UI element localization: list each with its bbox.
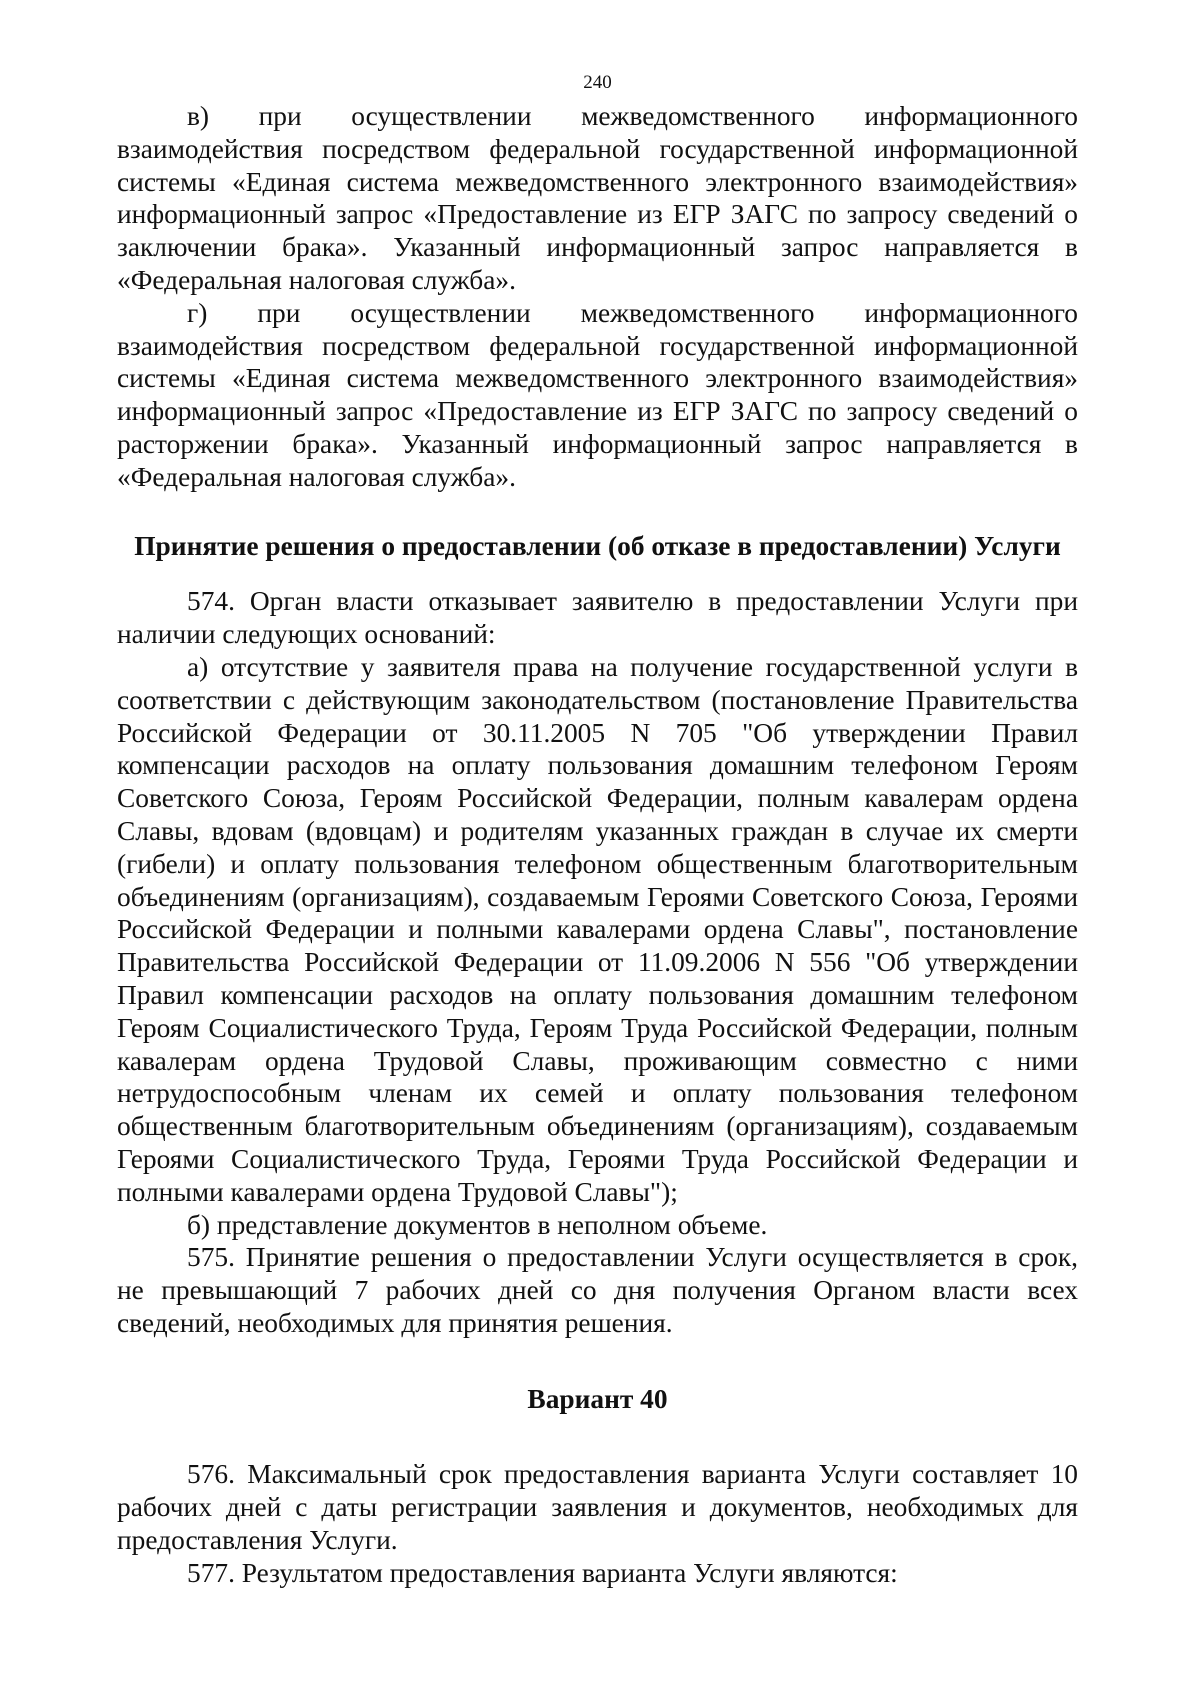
section-heading-variant-40: Вариант 40	[527, 1383, 668, 1414]
paragraph-577: 577. Результатом предоставления варианта Услуги являются:	[187, 1557, 898, 1588]
paragraph-v: в) при осуществлении межведомственного информационного взаимодействия посредством федеральной государственной информационной системы «Единая система межведомственного электронного взаимодействия» информационный запрос «Предоставление из ЕГР ЗАГС по запросу сведений о заключении брака». Указанный информационный запрос направляется в «Федеральная налоговая служба».	[117, 101, 1078, 295]
section-heading-decision: Принятие решения о предоставлении (об отказе в предоставлении) Услуги	[134, 530, 1061, 561]
paragraph-574-a: а) отсутствие у заявителя права на получение государственной услуги в соответствии с действующим законодательством (постановление Правительства Российской Федерации от 30.11.2005 N 705 "Об утверждении Правил компенсации расходов на оплату пользования домашним телефоном Героям Советского Союза, Героям Российской Федерации, полным кавалерам ордена Славы, вдовам (вдовцам) и родителям указанных граждан в случае их смерти (гибели) и оплату пользования телефоном общественным благотворительным объединениям (организациям), создаваемым Героями Советского Союза, Героями Российской Федерации и полными кавалерами ордена Славы", постановление Правительства Российской Федерации от 11.09.2006 N 556 "Об утверждении Правил компенсации расходов на оплату пользования домашним телефоном Героям Социалистического Труда, Героям Труда Российской Федерации, полным кавалерам ордена Трудовой Славы, проживающим совместно с ними нетрудоспособным членам их семей и оплату пользования телефоном общественным благотворительным объединениям (организациям), создаваемым Героями Социалистического Труда, Героями Труда Российской Федерации и полными кавалерами ордена Трудовой Славы");	[117, 651, 1078, 1207]
paragraph-575: 575. Принятие решения о предоставлении Услуги осуществляется в срок, не превышающий 7 рабочих дней со дня получения Органом власти всех сведений, необходимых для принятия решения.	[117, 1242, 1078, 1338]
page-number: 240	[583, 72, 612, 93]
paragraph-574-b: б) представление документов в неполном объеме.	[187, 1209, 768, 1240]
paragraph-576: 576. Максимальный срок предоставления варианта Услуги составляет 10 рабочих дней с даты регистрации заявления и документов, необходимых для предоставления Услуги.	[117, 1459, 1078, 1556]
paragraph-574: 574. Орган власти отказывает заявителю в предоставлении Услуги при наличии следующих оснований:	[117, 586, 1078, 650]
paragraph-g: г) при осуществлении межведомственного информационного взаимодействия посредством федеральной государственной информационной системы «Единая система межведомственного электронного взаимодействия» информационный запрос «Предоставление из ЕГР ЗАГС по запросу сведений о расторжении брака». Указанный информационный запрос направляется в «Федеральная налоговая служба».	[117, 297, 1078, 492]
